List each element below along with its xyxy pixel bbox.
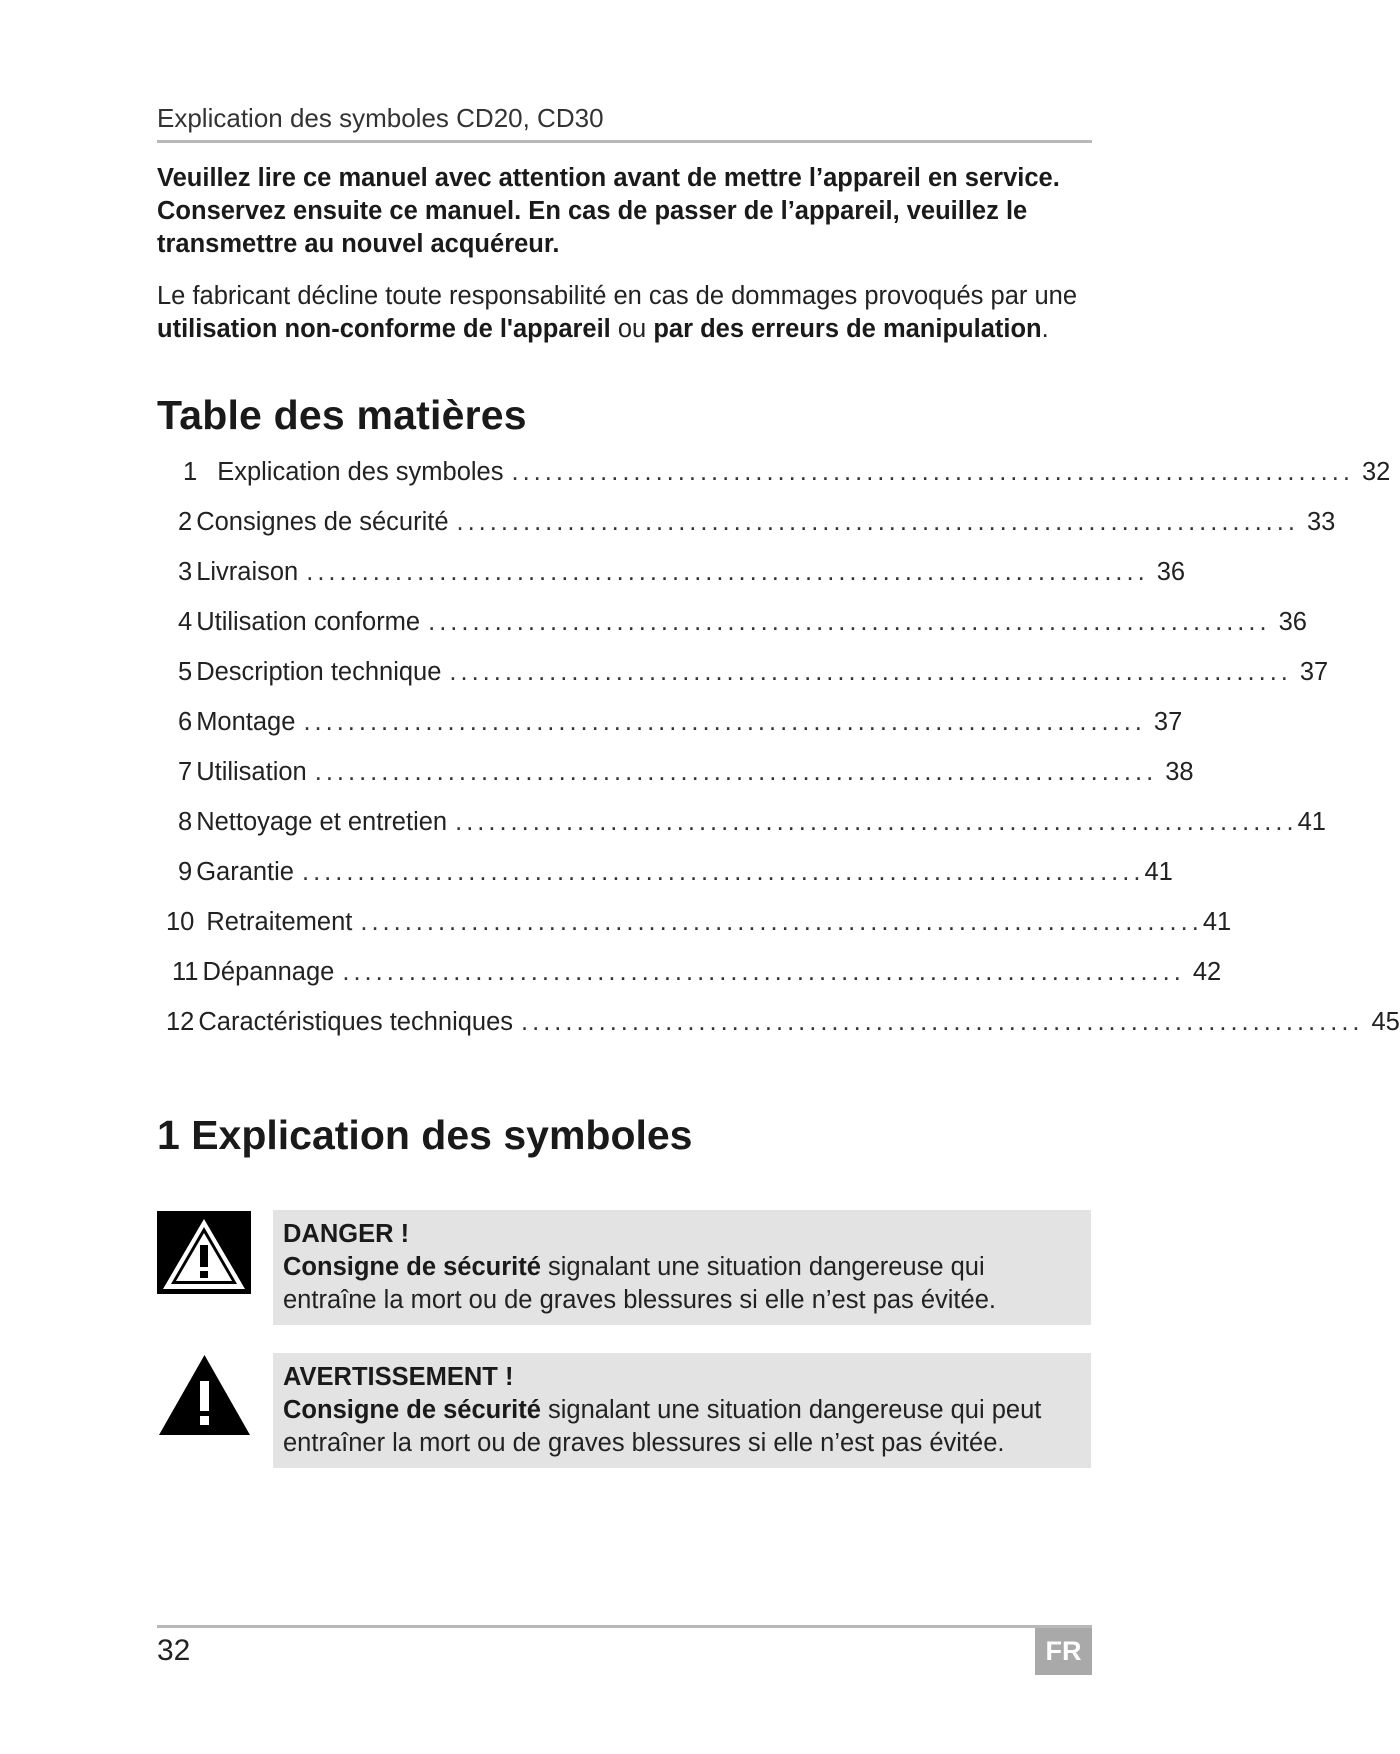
danger-warning-icon [157,1211,251,1299]
toc-entry-label: Explication des symboles [217,458,504,486]
toc-entry-label: Consignes de sécurité [196,508,449,536]
toc-entry-number: 2 [178,508,193,536]
toc-entry[interactable] [178,858,1173,898]
danger-notice [273,1210,1091,1325]
section-title: 1 Explication des symboles [157,1112,693,1158]
toc-entry-page: 41 [1297,808,1326,836]
toc-entry-number: 10 [166,908,195,936]
toc-entry[interactable] [178,808,1326,848]
toc-entry-label: Utilisation [196,758,307,786]
toc-entry-number: 7 [178,758,193,786]
disclaimer-emphasis: utilisation non-conforme de l'appareil [157,315,611,343]
notice-heading: DANGER ! [283,1220,410,1248]
toc-entry-page: 33 [1306,508,1336,536]
toc-entry-number: 5 [178,658,193,686]
notice-text: signalant une situation dangereuse qui peut entraîner la mort ou de graves blessures si elle n’est pas évitée. [283,1396,1042,1457]
toc-dot-leader: ............................................................................ [306,558,1149,586]
footer-divider [157,1625,1092,1628]
toc-entry-page: 32 [1361,458,1391,486]
disclaimer-text: ou [610,315,654,343]
toc-dot-leader: ............................................................................ [449,658,1292,686]
disclaimer-emphasis: par des erreurs de manipulation [653,315,1042,343]
toc-dot-leader: ............................................................................ [360,908,1203,936]
disclaimer-text: . [1041,315,1049,343]
toc-entry-label: Description technique [196,658,442,686]
toc-entry-label: Utilisation conforme [196,608,421,636]
toc-dot-leader: ............................................................................ [428,608,1271,636]
toc-entry[interactable] [178,708,1183,748]
liability-disclaimer [157,280,1102,346]
toc-dot-leader: ............................................................................ [303,708,1146,736]
toc-entry-number: 6 [178,708,193,736]
warning-notice [273,1353,1091,1468]
toc-entry-page: 38 [1165,758,1194,786]
toc-entry-label: Garantie [196,858,294,886]
toc-entry[interactable] [166,908,1232,948]
toc-entry-label: Montage [196,708,296,736]
toc-dot-leader: ............................................................................ [511,458,1354,486]
toc-entry-page: 45 [1371,1008,1400,1036]
toc-entry-page: 36 [1156,558,1186,586]
notice-lead: Consigne de sécurité [283,1396,541,1424]
toc-entry[interactable] [178,508,1336,548]
notice-lead: Consigne de sécurité [283,1253,541,1281]
toc-dot-leader: ............................................................................ [455,808,1298,836]
disclaimer-text: Le fabricant décline toute responsabilité en cas de dommages provoqués par une [157,282,1078,310]
language-badge: FR [1035,1628,1092,1675]
toc-entry-number: 1 [183,458,198,486]
toc-entry-page: 37 [1299,658,1329,686]
toc-title: Table des matières [157,392,527,438]
toc-entry-label: Retraitement [206,908,353,936]
toc-entry-number: 8 [178,808,193,836]
toc-entry[interactable] [178,758,1194,798]
toc-entry-page: 37 [1153,708,1183,736]
toc-entry-number: 3 [178,558,193,586]
toc-entry-number: 12 [166,1008,195,1036]
toc-entry-label: Dépannage [202,958,335,986]
toc-entry[interactable] [178,558,1186,598]
read-manual-notice: Veuillez lire ce manuel avec attention avant de mettre l’appareil en service. Conservez ensuite ce manuel. En cas de passer de l’appareil, veuillez le transmettre au nouvel acquéreur. [157,164,1060,258]
toc-entry-page: 41 [1202,908,1232,936]
toc-entry[interactable] [166,1008,1400,1048]
page-number: 32 [157,1634,191,1667]
toc-dot-leader: ............................................................................ [521,1008,1364,1036]
toc-dot-leader: ............................................................................ [342,958,1185,986]
toc-entry-page: 36 [1278,608,1307,636]
toc-dot-leader: ............................................................................ [456,508,1299,536]
toc-entry-page: 42 [1192,958,1222,986]
toc-entry[interactable] [183,458,1391,498]
notice-text: signalant une situation dangereuse qui entraîne la mort ou de graves blessures si elle n’est pas évitée. [283,1253,996,1314]
toc-entry[interactable] [172,958,1222,998]
running-header: Explication des symboles CD20, CD30 [157,103,1092,143]
toc-entry-label: Caractéristiques techniques [198,1008,514,1036]
toc-entry-page: 41 [1144,858,1173,886]
toc-entry[interactable] [178,608,1307,648]
notice-heading: AVERTISSEMENT ! [283,1363,514,1391]
toc-entry-label: Livraison [196,558,299,586]
toc-entry-number: 4 [178,608,193,636]
warning-triangle-icon [157,1353,252,1442]
toc-entry[interactable] [178,658,1329,698]
toc-entry-number: 9 [178,858,193,886]
toc-dot-leader: ............................................................................ [302,858,1145,886]
toc-entry-number: 11 [172,958,199,986]
toc-dot-leader: ............................................................................ [314,758,1158,786]
toc-entry-label: Nettoyage et entretien [196,808,448,836]
